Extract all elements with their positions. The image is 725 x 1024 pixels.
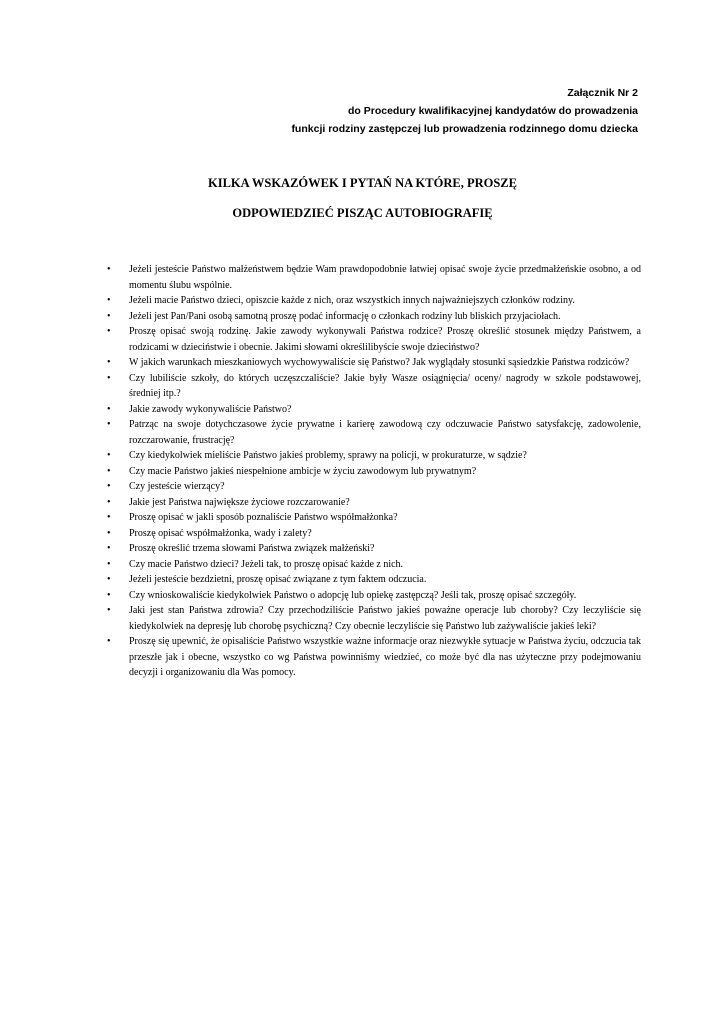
attachment-function-line: funkcji rodziny zastępczej lub prowadzenia rodzinnego domu dziecka bbox=[291, 123, 638, 135]
list-item: • Jeżeli jesteście Państwo małżeństwem będzie Wam prawdopodobnie łatwiej opisać swoje życie przedmałżeńskie osobno, a od momentu ślubu wspólnie. bbox=[106, 262, 641, 293]
question-list bbox=[106, 262, 641, 681]
list-item: • Jeżeli jest Pan/Pani osobą samotną proszę podać informację o członkach rodziny lub bliskich przyjaciołach. bbox=[106, 309, 641, 325]
attachment-procedure-line: do Procedury kwalifikacyjnej kandydatów do prowadzenia bbox=[348, 105, 638, 117]
list-item: • Jeżeli jesteście bezdzietni, proszę opisać związane z tym faktem odczucia. bbox=[106, 572, 641, 588]
list-item: • Czy wnioskowaliście kiedykolwiek Państwo o adopcję lub opiekę zastępczą? Jeśli tak, proszę opisać szczegóły. bbox=[106, 588, 641, 604]
list-item: • Jaki jest stan Państwa zdrowia? Czy przechodziliście Państwo jakieś poważne operacje lub choroby? Czy leczyliście się kiedykolwiek na depresję lub chorobę psychiczną? Czy obecnie leczyliście się Państwo lub zażywaliście jakieś leki? bbox=[106, 603, 641, 634]
list-item: • Proszę określić trzema słowami Państwa związek małżeński? bbox=[106, 541, 641, 557]
document-title-line-1: KILKA WSKAZÓWEK I PYTAŃ NA KTÓRE, PROSZĘ bbox=[208, 176, 517, 190]
list-item: • Czy jesteście wierzący? bbox=[106, 479, 641, 495]
attachment-number: Załącznik Nr 2 bbox=[567, 87, 638, 99]
list-item: • Czy lubiliście szkoły, do których uczęszczaliście? Jakie były Wasze osiągnięcia/ oceny/ nagrody w szkole podstawowej, średniej itp.? bbox=[106, 371, 641, 402]
document-title-line-2: ODPOWIEDZIEĆ PISZĄC AUTOBIOGRAFIĘ bbox=[232, 206, 493, 220]
list-item: • Czy kiedykolwiek mieliście Państwo jakieś problemy, sprawy na policji, w prokuraturze, w sądzie? bbox=[106, 448, 641, 464]
attachment-header bbox=[291, 84, 638, 138]
list-item: • Proszę się upewnić, że opisaliście Państwo wszystkie ważne informacje oraz niezwykłe sytuacje w Państwa życiu, odczucia tak przeszłe jak i obecne, wszystko co wg Państwa powinniśmy wiedzieć, co może być dla nas użyteczne przy podejmowaniu decyzji i organizowaniu dla Was pomocy. bbox=[106, 634, 641, 681]
list-item: • Patrząc na swoje dotychczasowe życie prywatne i karierę zawodową czy odczuwacie Państwo satysfakcję, zadowolenie, rozczarowanie, frustrację? bbox=[106, 417, 641, 448]
list-item: • Jeżeli macie Państwo dzieci, opiszcie każde z nich, oraz wszystkich innych najważniejszych członków rodziny. bbox=[106, 293, 641, 309]
list-item: • Proszę opisać w jakli sposób poznaliście Państwo współmałżonka? bbox=[106, 510, 641, 526]
list-item: • Proszę opisać swoją rodzinę. Jakie zawody wykonywali Państwa rodzice? Proszę określić stosunek między Państwem, a rodzicami w dzieciństwie i obecnie. Jakimi słowami określilibyście swoje dzieciństwo? bbox=[106, 324, 641, 355]
list-item: • Proszę opisać współmałżonka, wady i zalety? bbox=[106, 526, 641, 542]
list-item: • Czy macie Państwo dzieci? Jeżeli tak, to proszę opisać każde z nich. bbox=[106, 557, 641, 573]
list-item: • Jakie jest Państwa największe życiowe rozczarowanie? bbox=[106, 495, 641, 511]
list-item: • W jakich warunkach mieszkaniowych wychowywaliście się Państwo? Jak wyglądały stosunki sąsiedzkie Państwa rodziców? bbox=[106, 355, 641, 371]
list-item: • Czy macie Państwo jakieś niespełnione ambicje w życiu zawodowym lub prywatnym? bbox=[106, 464, 641, 480]
list-item: • Jakie zawody wykonywaliście Państwo? bbox=[106, 402, 641, 418]
